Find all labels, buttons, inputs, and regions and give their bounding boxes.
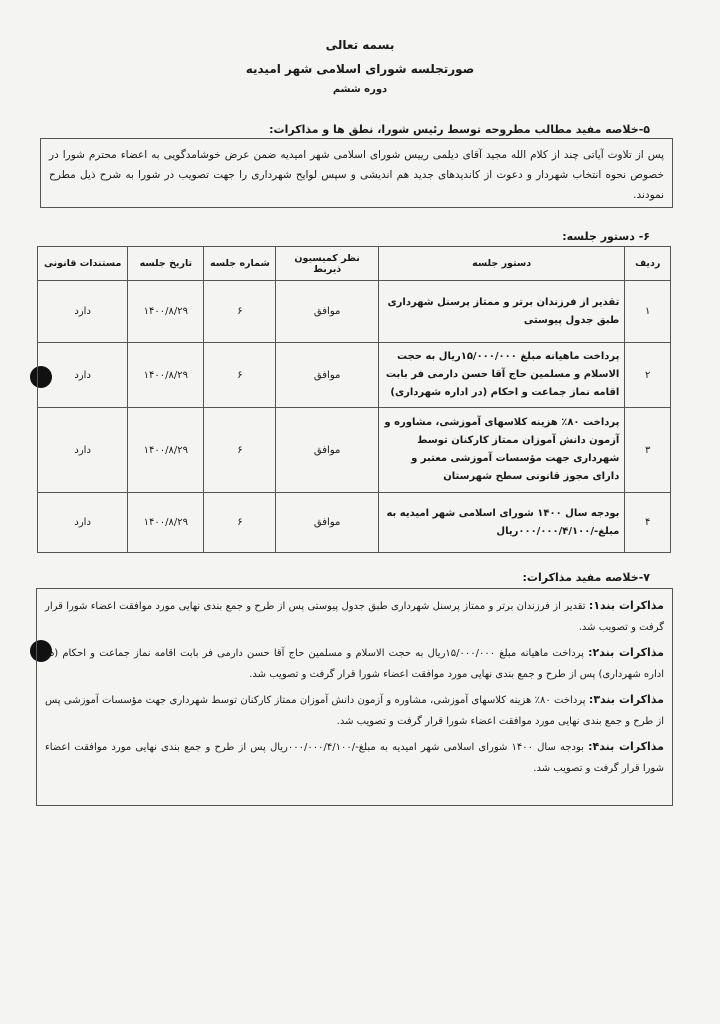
column-header: دستور جلسه: [378, 247, 625, 281]
negotiation-item: [45, 689, 664, 732]
negotiation-text: بودجه سال ۱۴۰۰ شورای اسلامی شهر امیدیه به مبلغ-/۰۰۰/۰۰۰/۴/۱۰۰ریال پس از طرح و جمع بندی نهایی مورد موافقت اعضاء شورا قرار گرفت و تصویب شد.: [45, 742, 664, 774]
negotiation-item: [45, 736, 664, 779]
session-date: ۱۴۰۰/۸/۲۹: [128, 281, 204, 343]
basmala-heading: بسمه تعالی: [325, 38, 395, 52]
section-7-title: ۷-خلاصه مفید مذاکرات:: [522, 571, 650, 584]
commission-view: موافق: [276, 493, 378, 553]
negotiation-label: مذاکرات بند۲:: [588, 646, 664, 659]
agenda-topic: تقدیر از فرزندان برتر و ممتاز پرسنل شهرداری طبق جدول پیوستی: [378, 281, 625, 343]
negotiation-text: تقدیر از فرزندان برتر و ممتاز پرسنل شهرداری طبق جدول پیوستی پس از طرح و جمع بندی نهایی مورد موافقت اعضاء شورا قرار گرفت و تصویب شد.: [45, 601, 664, 633]
row-number: ۴: [625, 493, 671, 553]
agenda-table: [37, 246, 671, 553]
column-header: نظر کمیسیون ذیربط: [276, 247, 378, 281]
session-number: ۶: [204, 408, 276, 493]
commission-view: موافق: [276, 343, 378, 408]
negotiation-label: مذاکرات بند۳:: [588, 693, 664, 706]
section-7-box: [36, 588, 673, 806]
negotiation-item: [45, 595, 664, 638]
commission-view: موافق: [276, 281, 378, 343]
table-row: [38, 281, 671, 343]
negotiations-list: [37, 589, 672, 789]
agenda-topic: پرداخت ۸۰٪ هزینه کلاسهای آموزشی، مشاوره و آزمون دانش آموزان ممتاز کارکنان توسط شهرداری جهت مؤسسات آموزشی معتبر و دارای مجوز قانونی سطح شهرستان: [378, 408, 625, 493]
column-header: مستندات قانونی: [38, 247, 128, 281]
legal-docs: دارد: [38, 281, 128, 343]
negotiation-label: مذاکرات بند۱:: [588, 599, 664, 612]
legal-docs: دارد: [38, 343, 128, 408]
negotiation-item: [45, 642, 664, 685]
agenda-topic: پرداخت ماهیانه مبلغ ۱۵/۰۰۰/۰۰۰ریال به حجت الاسلام و مسلمین حاج آقا حسن دارمی فر بابت اقامه نماز جماعت و احکام (در اداره شهرداری): [378, 343, 625, 408]
column-header: تاریخ جلسه: [128, 247, 204, 281]
column-header: شماره جلسه: [204, 247, 276, 281]
table-row: [38, 408, 671, 493]
session-number: ۶: [204, 343, 276, 408]
agenda-topic: بودجه سال ۱۴۰۰ شورای اسلامی شهر امیدیه به مبلغ-/۰۰۰/۰۰۰/۴/۱۰۰ریال: [378, 493, 625, 553]
session-date: ۱۴۰۰/۸/۲۹: [128, 343, 204, 408]
session-number: ۶: [204, 493, 276, 553]
document-title: صورتجلسه شورای اسلامی شهر امیدیه: [245, 62, 475, 76]
session-date: ۱۴۰۰/۸/۲۹: [128, 493, 204, 553]
legal-docs: دارد: [38, 493, 128, 553]
council-period: دوره ششم: [332, 84, 388, 95]
section-6-title: ۶- دستور جلسه:: [562, 230, 650, 243]
column-header: ردیف: [625, 247, 671, 281]
commission-view: موافق: [276, 408, 378, 493]
table-header-row: [38, 247, 671, 281]
section-5-box: [40, 138, 673, 208]
section-5-text: پس از تلاوت آیاتی چند از کلام الله مجید آقای دیلمی رییس شورای اسلامی شهر امیدیه ضمن عرض خوشامدگویی به اعضاء محترم شورا در خصوص نحوه انتخاب شهردار و دعوت از کاندیدهای جدید هم اندیشی و سپس لوایح شهرداری را جهت تصویب در شورا به شرح ذیل مطرح نمودند.: [49, 149, 664, 201]
row-number: ۳: [625, 408, 671, 493]
negotiation-label: مذاکرات بند۴:: [588, 740, 664, 753]
negotiation-text: پرداخت ماهیانه مبلغ ۱۵/۰۰۰/۰۰۰ریال به حجت الاسلام و مسلمین حاج آقا حسن دارمی فر بابت اقامه نماز جماعت و احکام (در اداره شهرداری) پس از طرح و جمع بندی نهایی مورد موافقت اعضاء شورا قرار گرفت و تصویب شد.: [45, 648, 664, 680]
table-row: [38, 343, 671, 408]
section-5-title: ۵-خلاصه مفید مطالب مطروحه توسط رئیس شورا، نطق ها و مذاکرات:: [269, 123, 650, 136]
session-number: ۶: [204, 281, 276, 343]
legal-docs: دارد: [38, 408, 128, 493]
negotiation-text: پرداخت ۸۰٪ هزینه کلاسهای آموزشی، مشاوره و آزمون دانش آموزان ممتاز کارکنان توسط شهرداری جهت مؤسسات آموزشی پس از طرح و جمع بندی نهایی مورد موافقت اعضاء شورا قرار گرفت و تصویب شد.: [45, 695, 664, 727]
table-row: [38, 493, 671, 553]
session-date: ۱۴۰۰/۸/۲۹: [128, 408, 204, 493]
row-number: ۱: [625, 281, 671, 343]
row-number: ۲: [625, 343, 671, 408]
